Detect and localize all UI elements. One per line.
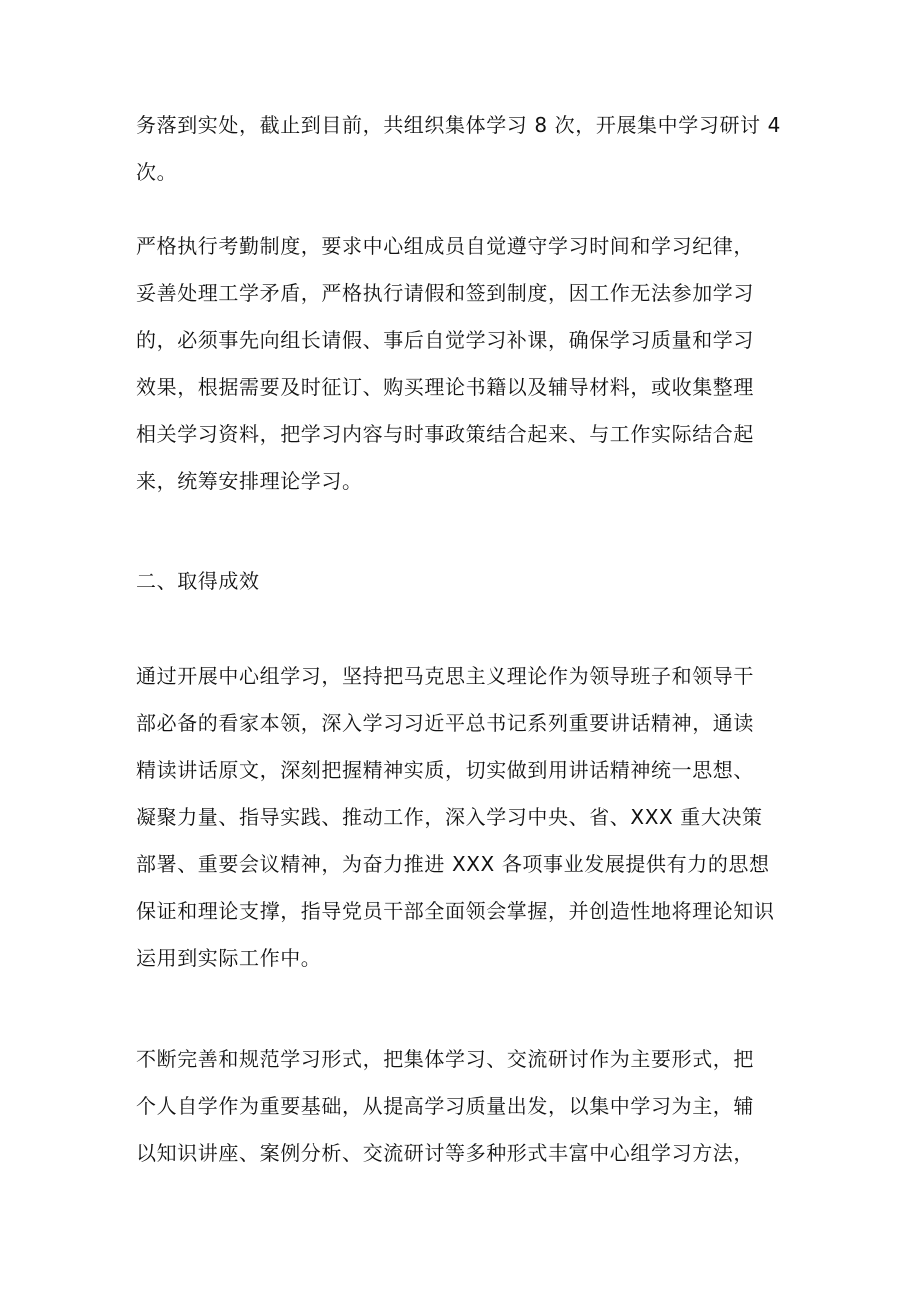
- paragraph-line: 的，必须事先向组长请假、事后自觉学习补课，确保学习质量和学习: [136, 328, 754, 352]
- paragraph-line: 精读讲话原文，深刻把握精神实质，切实做到用讲话精神统一思想、: [136, 758, 754, 782]
- paragraph-line: 通过开展中心组学习，坚持把马克思主义理论作为领导班子和领导干: [136, 664, 754, 688]
- paragraph-achievements: [136, 653, 790, 982]
- paragraph-line: 以知识讲座、案例分析、交流研讨等多种形式丰富中心组学习方法，: [136, 1141, 754, 1165]
- section-heading-text: 二、取得成效: [136, 569, 260, 593]
- paragraph-line: 不断完善和规范学习形式，把集体学习、交流研讨作为主要形式，把: [136, 1047, 754, 1071]
- paragraph-line: 妥善处理工学矛盾，严格执行请假和签到制度，因工作无法参加学习: [136, 281, 754, 305]
- section-heading: [136, 558, 790, 605]
- paragraph-attendance-rules: [136, 223, 790, 505]
- paragraph-line: 务落到实处，截止到目前，共组织集体学习 8 次，开展集中学习研讨 4: [136, 113, 781, 137]
- paragraph-line: 保证和理论支撑，指导党员干部全面领会掌握，并创造性地将理论知识: [136, 899, 775, 923]
- paragraph-line: 凝聚力量、指导实践、推动工作，深入学习中央、省、XXX 重大决策: [136, 805, 763, 829]
- paragraph-line: 部必备的看家本领，深入学习习近平总书记系列重要讲话精神，通读: [136, 711, 754, 735]
- paragraph-line: 次。: [136, 160, 178, 184]
- paragraph-line: 严格执行考勤制度，要求中心组成员自觉遵守学习时间和学习纪律，: [136, 234, 754, 258]
- paragraph-line: 部署、重要会议精神，为奋力推进 XXX 各项事业发展提供有力的思想: [136, 852, 770, 876]
- paragraph-line: 个人自学作为重要基础，从提高学习质量出发，以集中学习为主，辅: [136, 1094, 754, 1118]
- paragraph-line: 效果，根据需要及时征订、购买理论书籍以及辅导材料，或收集整理: [136, 375, 754, 399]
- paragraph-line: 相关学习资料，把学习内容与时事政策结合起来、与工作实际结合起: [136, 422, 754, 446]
- paragraph-line: 来，统筹安排理论学习。: [136, 469, 363, 493]
- paragraph-study-forms: [136, 1036, 790, 1177]
- paragraph-study-count: [136, 102, 790, 196]
- paragraph-line: 运用到实际工作中。: [136, 946, 322, 970]
